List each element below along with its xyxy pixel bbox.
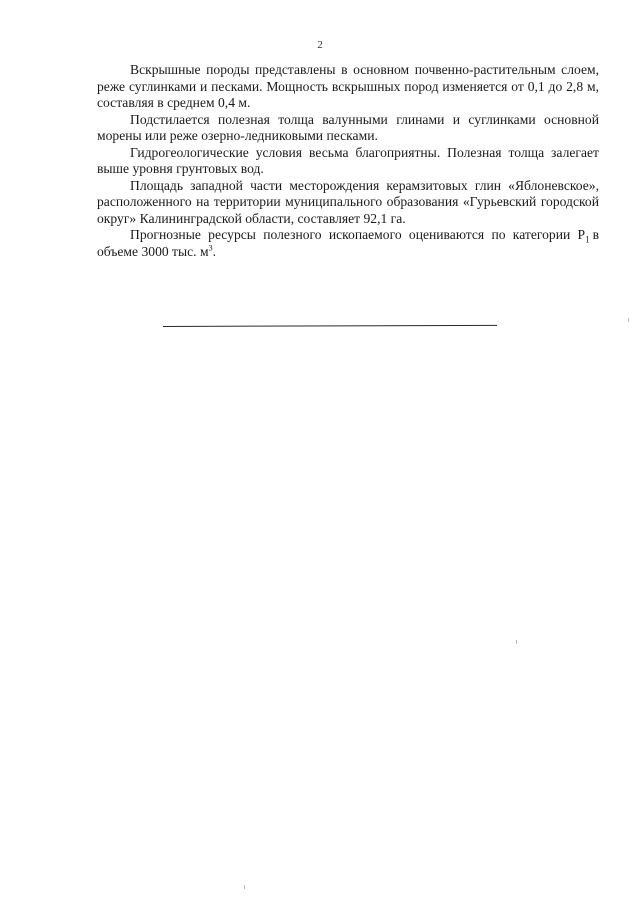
paragraph-resources	[97, 227, 599, 260]
paragraph-hydrogeology: Гидрогеологические условия весьма благоприятны. Полезная толща залегает выше уровня грунтовых вод.	[97, 144, 599, 176]
resources-text-middle: в объеме 3000 тыс. м	[97, 227, 599, 259]
paragraph-underlying-layer: Подстилается полезная толща валунными глинами и суглинками основной морены или реже озерно-ледниковыми песками.	[97, 111, 599, 143]
unit-superscript: 3	[208, 242, 213, 252]
resources-text-start: Прогнозные ресурсы полезного ископаемого оцениваются по категории Р	[130, 227, 586, 242]
category-subscript: 1	[585, 234, 590, 245]
scan-speck	[628, 318, 629, 322]
paragraph-overburden: Вскрышные породы представлены в основном почвенно-растительным слоем, реже суглинками и песками. Мощность вскрышных пород изменяется от 0,1 до 2,8 м, составляя в среднем 0,4 м.	[97, 62, 599, 110]
body-text	[97, 62, 599, 260]
page-number: 2	[317, 39, 323, 51]
scan-speck	[516, 640, 517, 644]
scan-speck	[244, 885, 245, 889]
resources-text-end: .	[212, 243, 216, 259]
closing-rule	[163, 325, 497, 327]
paragraph-area: Площадь западной части месторождения керамзитовых глин «Яблоневское», расположенного на территории муниципального образования «Гурьевский городской округ» Калининградской области, составляет 92,1 га.	[97, 177, 599, 226]
